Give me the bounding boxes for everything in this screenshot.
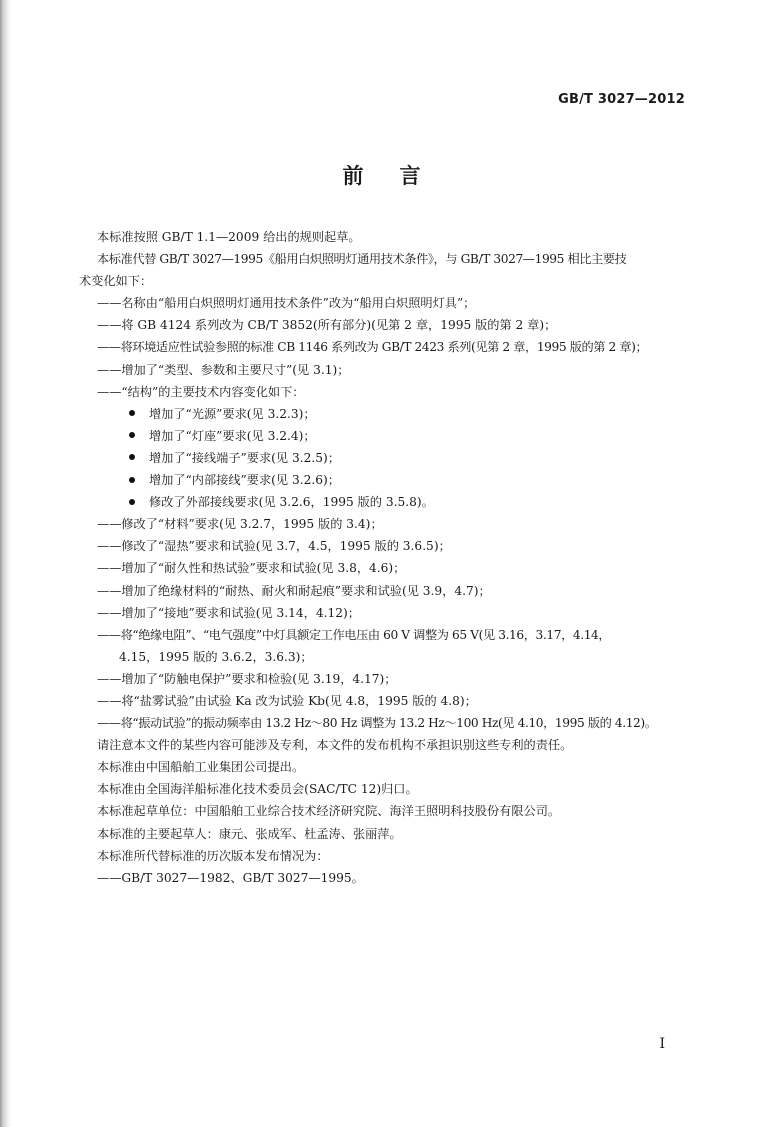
paragraph-line: 本标准所代替标准的历次版本发布情况为：	[97, 848, 329, 863]
list-item: ——将“绝缘电阻”、“电气强度”中灯具额定工作电压由 60 V 调整为 65 V(见 3.16，3.17，4.14，	[97, 627, 611, 642]
bullet-item	[97, 447, 693, 469]
paragraph-line: 本标准起草单位：中国船舶工业综合技术经济研究院、海洋王照明科技股份有限公司。	[97, 804, 561, 819]
bullet-dot-icon	[129, 454, 135, 460]
list-item: ——增加了“防触电保护”要求和检验(见 3.19，4.17)；	[97, 671, 397, 686]
bullet-item	[97, 469, 693, 491]
paragraph-line: 请注意本文件的某些内容可能涉及专利，本文件的发布机构不承担识别这些专利的责任。	[97, 738, 573, 753]
paragraph-line: 本标准代替 GB/T 3027—1995《船用白炽照明灯通用技术条件》，与 GB/T 3027—1995 相比主要技	[97, 252, 627, 267]
page-number: I	[659, 1036, 665, 1052]
list-item: ——将“盐雾试验”由试验 Ka 改为试验 Kb(见 4.8，1995 版的 4.8)；	[97, 693, 477, 708]
bullet-text: 增加了“灯座”要求(见 3.2.4)；	[149, 428, 316, 443]
bullet-item	[97, 425, 693, 447]
list-item: ——GB/T 3027—1982、GB/T 3027—1995。	[97, 870, 364, 885]
page-title	[0, 160, 763, 190]
bullet-text: 增加了“接线端子”要求(见 3.2.5)；	[149, 450, 340, 465]
bullet-item	[97, 491, 693, 513]
bullet-dot-icon	[129, 410, 135, 416]
title-char-1: 前	[342, 164, 364, 188]
list-item: ——“结构”的主要技术内容变化如下：	[97, 384, 305, 399]
list-item: ——增加了“类型、参数和主要尺寸”(见 3.1)；	[97, 362, 350, 377]
list-item: ——将 GB 4124 系列改为 CB/T 3852(所有部分)(见第 2 章，1995 版的第 2 章)；	[97, 318, 557, 333]
bullet-text: 增加了“内部接线”要求(见 3.2.6)；	[149, 473, 340, 488]
list-item: ——将环境适应性试验参照的标准 CB 1146 系列改为 GB/T 2423 系列(见第 2 章，1995 版的第 2 章)；	[97, 340, 648, 355]
list-item: ——增加了绝缘材料的“耐热、耐火和耐起痕”要求和试验(见 3.9，4.7)；	[97, 583, 491, 598]
bullet-dot-icon	[129, 499, 135, 505]
preface-body	[79, 226, 693, 889]
list-item: ——修改了“湿热”要求和试验(见 3.7，4.5，1995 版的 3.6.5)；	[97, 539, 451, 554]
bullet-text: 修改了外部接线要求(见 3.2.6，1995 版的 3.5.8)。	[149, 495, 434, 510]
bullet-text: 增加了“光源”要求(见 3.2.3)；	[149, 406, 316, 421]
list-item: ——增加了“接地”要求和试验(见 3.14，4.12)；	[97, 605, 360, 620]
paragraph-line: 本标准由全国海洋船标准化技术委员会(SAC/TC 12)归口。	[97, 782, 418, 797]
list-item: ——增加了“耐久性和热试验”要求和试验(见 3.8，4.6)；	[97, 561, 406, 576]
paragraph-line: 术变化如下：	[79, 274, 153, 289]
list-item-continuation: 4.15，1995 版的 3.6.2，3.6.3)；	[119, 649, 313, 664]
paragraph-line: 本标准按照 GB/T 1.1—2009 给出的规则起草。	[97, 230, 361, 244]
list-item: ——将“振动试验”的振动频率由 13.2 Hz～80 Hz 调整为 13.2 Hz～100 Hz(见 4.10，1995 版的 4.12)。	[97, 716, 657, 731]
list-item: ——修改了“材料”要求(见 3.2.7，1995 版的 3.4)；	[97, 517, 383, 532]
document-id: GB/T 3027—2012	[558, 92, 685, 107]
bullet-item	[97, 403, 693, 425]
bullet-dot-icon	[129, 432, 135, 438]
list-item: ——名称由“船用白炽照明灯通用技术条件”改为“船用白炽照明灯具”；	[97, 296, 476, 311]
bullet-dot-icon	[129, 477, 135, 483]
paragraph-line: 本标准由中国船舶工业集团公司提出。	[97, 760, 305, 775]
paragraph-line: 本标准的主要起草人：康元、张成军、杜孟涛、张丽萍。	[97, 826, 402, 841]
title-char-2: 言	[399, 164, 421, 188]
